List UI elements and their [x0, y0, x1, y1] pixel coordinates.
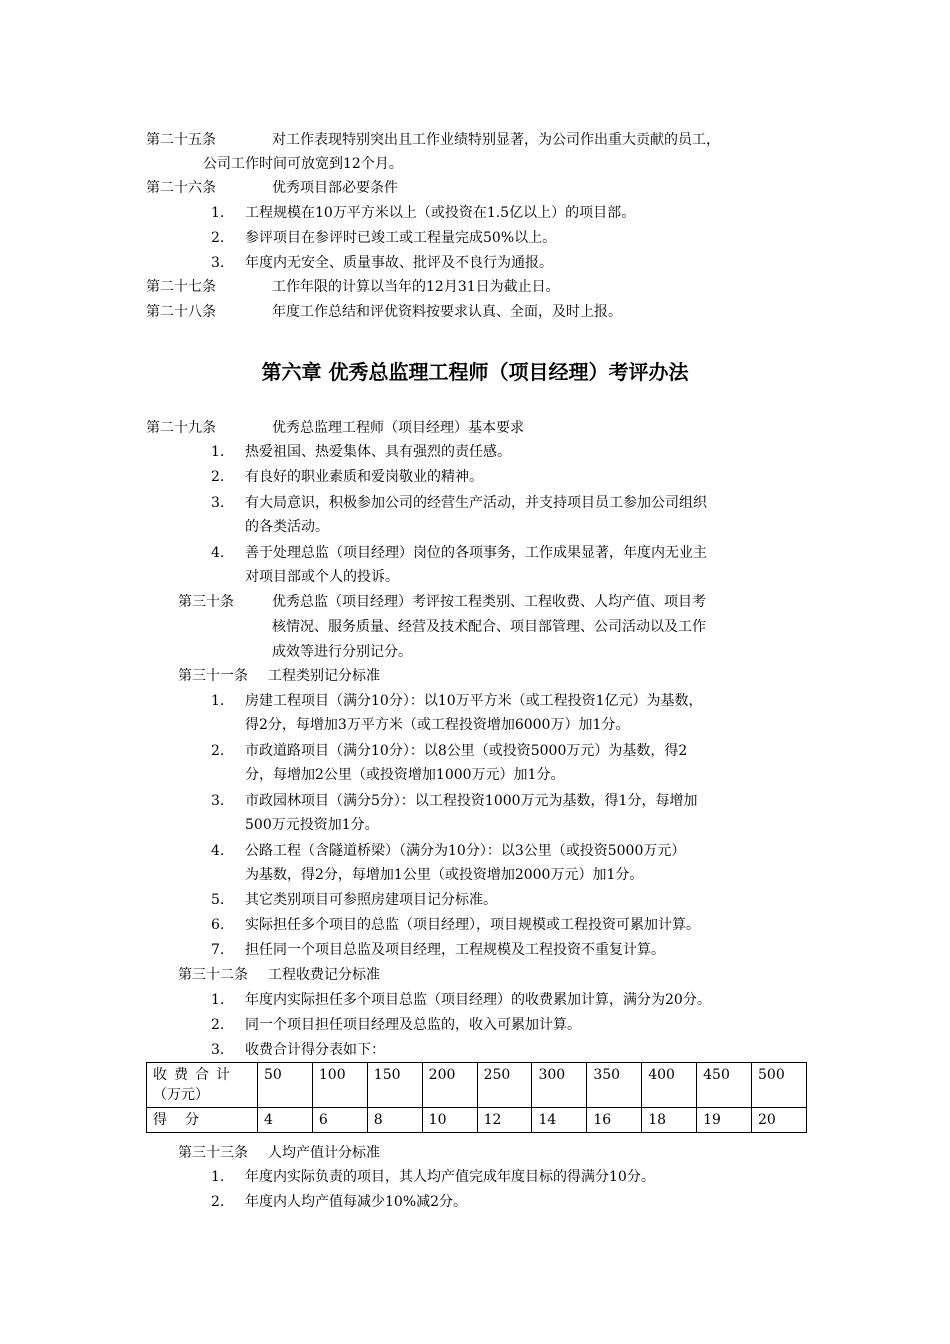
list-number: 1.: [211, 992, 225, 1008]
list-number: 3.: [211, 793, 225, 809]
list-number: 6.: [211, 917, 225, 933]
table-cell: 19: [697, 1108, 752, 1133]
list-item: 有良好的职业素质和爱岗敬业的精神。: [245, 469, 483, 485]
table-cell: 450: [697, 1063, 752, 1108]
article-29-label: 第二十九条: [146, 420, 216, 436]
table-row: [147, 1108, 807, 1133]
article-28-text: 年度工作总结和评优资料按要求认真、全面，及时上报。: [272, 304, 622, 320]
article-29-title: 优秀总监理工程师（项目经理）基本要求: [272, 420, 524, 436]
article-30-text: 优秀总监（项目经理）考评按工程类别、工程收费、人均产值、项目考: [272, 594, 706, 610]
list-item-cont: 为基数，得2分，每增加1公里（或投资增加2000万元）加1分。: [245, 867, 644, 883]
list-item-cont: 500万元投资加1分。: [245, 817, 379, 833]
list-number: 1.: [211, 205, 225, 221]
list-item-cont: 得2分，每增加3万平方米（或工程投资增加6000万）加1分。: [245, 717, 630, 733]
list-item: 实际担任多个项目的总监（项目经理），项目规模或工程投资可累加计算。: [245, 917, 700, 933]
list-number: 2.: [211, 743, 225, 759]
table-cell: 150: [367, 1063, 422, 1108]
list-item: 参评项目在参评时已竣工或工程量完成50%以上。: [245, 230, 557, 246]
fee-unit-label: （万元）: [153, 1087, 209, 1103]
table-cell: 250: [477, 1063, 532, 1108]
table-header-cell: [147, 1063, 258, 1108]
list-item: 担任同一个项目总监及项目经理，工程规模及工程投资不重复计算。: [245, 942, 665, 958]
list-number: 1.: [211, 444, 225, 460]
article-32-title: 工程收费记分标准: [268, 967, 380, 983]
article-30-text-cont: 核情况、服务质量、经营及技术配合、项目部管理、公司活动以及工作: [272, 619, 706, 635]
article-32-label: 第三十二条: [178, 967, 248, 983]
list-number: 4.: [211, 545, 225, 561]
list-item: 有大局意识，积极参加公司的经营生产活动，并支持项目员工参加公司组织: [245, 495, 707, 511]
list-number: 2.: [211, 230, 225, 246]
list-item: 收费合计得分表如下：: [245, 1042, 385, 1058]
article-28-label: 第二十八条: [146, 304, 216, 320]
article-25-label: 第二十五条: [146, 132, 216, 148]
list-number: 3.: [211, 495, 225, 511]
table-cell: 350: [587, 1063, 642, 1108]
table-cell: 200: [422, 1063, 477, 1108]
list-item: 热爱祖国、热爱集体、具有强烈的责任感。: [245, 444, 511, 460]
table-cell: 18: [642, 1108, 697, 1133]
list-item-cont: 对项目部或个人的投诉。: [245, 569, 399, 585]
list-item: 年度内实际担任多个项目总监（项目经理）的收费累加计算，满分为20分。: [245, 992, 711, 1008]
article-30-text-cont: 成效等进行分别记分。: [272, 644, 412, 660]
table-cell: 6: [312, 1108, 367, 1133]
list-item: 市政道路项目（满分10分）：以8公里（或投资5000万元）为基数，得2: [245, 743, 688, 759]
table-cell: 50: [258, 1063, 313, 1108]
table-cell: 14: [532, 1108, 587, 1133]
article-25-text: 对工作表现特别突出且工作业绩特别显著，为公司作出重大贡献的员工，: [272, 132, 720, 148]
chapter-heading: 第六章 优秀总监理工程师（项目经理）考评办法: [261, 360, 689, 384]
list-item: 年度内实际负责的项目，其人均产值完成年度目标的得满分10分。: [245, 1169, 655, 1185]
table-cell: 100: [312, 1063, 367, 1108]
article-33-title: 人均产值计分标准: [268, 1145, 380, 1161]
fee-total-label: 收费合计: [153, 1067, 237, 1083]
table-header-cell: [147, 1108, 258, 1133]
table-cell: 8: [367, 1108, 422, 1133]
list-number: 2.: [211, 1017, 225, 1033]
list-item: 其它类别项目可参照房建项目记分标准。: [245, 892, 497, 908]
list-item: 市政园林项目（满分5分）：以工程投资1000万元为基数，得1分，每增加: [245, 793, 698, 809]
article-30-label: 第三十条: [178, 594, 234, 610]
table-cell: 400: [642, 1063, 697, 1108]
article-31-title: 工程类别记分标准: [268, 668, 380, 684]
score-label: 得分: [153, 1112, 217, 1128]
list-item: 同一个项目担任项目经理及总监的，收入可累加计算。: [245, 1017, 581, 1033]
list-item: 房建工程项目（满分10分）：以10万平方米（或工程投资1亿元）为基数，: [245, 693, 703, 709]
list-item: 善于处理总监（项目经理）岗位的各项事务，工作成果显著，年度内无业主: [245, 545, 707, 561]
list-number: 1.: [211, 1169, 225, 1185]
table-cell: 10: [422, 1108, 477, 1133]
list-item: 年度内无安全、质量事故、批评及不良行为通报。: [245, 255, 553, 271]
table-row: [147, 1063, 807, 1108]
list-number: 7.: [211, 942, 225, 958]
list-item: 公路工程（含隧道桥梁）（满分为10分）：以3公里（或投资5000万元）: [245, 843, 686, 859]
table-cell: 4: [258, 1108, 313, 1133]
fee-score-table: [146, 1062, 807, 1133]
article-27-label: 第二十七条: [146, 279, 216, 295]
table-cell: 20: [752, 1108, 807, 1133]
article-31-label: 第三十一条: [178, 668, 248, 684]
list-item: 工程规模在10万平方米以上（或投资在1.5亿以上）的项目部。: [245, 205, 636, 221]
list-number: 3.: [211, 1042, 225, 1058]
list-number: 2.: [211, 469, 225, 485]
table-cell: 300: [532, 1063, 587, 1108]
list-item: 年度内人均产值每减少10%减2分。: [245, 1194, 468, 1210]
table-cell: 16: [587, 1108, 642, 1133]
list-number: 3.: [211, 255, 225, 271]
article-27-text: 工作年限的计算以当年的12月31日为截止日。: [272, 279, 560, 295]
list-number: 1.: [211, 693, 225, 709]
list-number: 5.: [211, 892, 225, 908]
article-33-label: 第三十三条: [178, 1145, 248, 1161]
article-25-text-cont: 公司工作时间可放宽到12个月。: [203, 156, 403, 172]
list-item-cont: 分，每增加2公里（或投资增加1000万元）加1分。: [245, 767, 565, 783]
list-number: 4.: [211, 843, 225, 859]
table-cell: 12: [477, 1108, 532, 1133]
list-number: 2.: [211, 1194, 225, 1210]
table-cell: 500: [752, 1063, 807, 1108]
article-26-title: 优秀项目部必要条件: [272, 180, 398, 196]
list-item-cont: 的各类活动。: [245, 519, 329, 535]
article-26-label: 第二十六条: [146, 180, 216, 196]
